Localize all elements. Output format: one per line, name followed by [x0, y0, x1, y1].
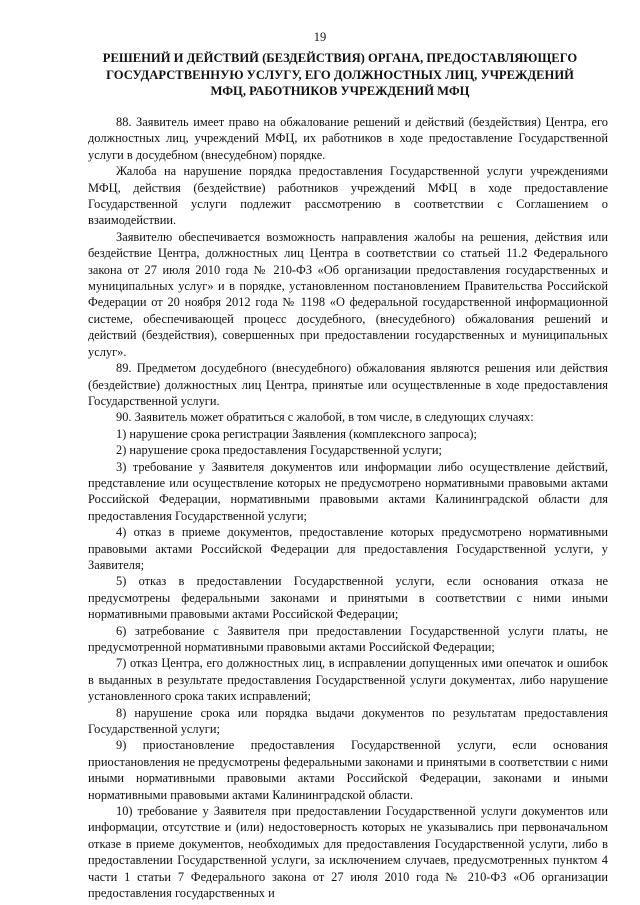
paragraph-89: 89. Предметом досудебного (внесудебного) обжалования являются решения или действия (бездействие) должностных лиц Центра, принятые или осуществленные в ходе предоставления Государственной услуги. [88, 361, 608, 408]
list-item-2: 2) нарушение срока предоставления Государственной услуги; [116, 443, 442, 458]
list-item-8: 8) нарушение срока или порядка выдачи документов по результатам предоставления Государственной услуги; [88, 705, 608, 737]
list-item-10: 10) требование у Заявителя при предоставлении Государственной услуги документов или информации, отсутствие и (или) недостоверность которых не указывались при первоначальном отказе в приеме документов, необходимых для предоставления Государственной услуги, либо в предоставлении Государственной услуги, за исключением случаев, предусмотренных пунктом 4 части 1 статьи 7 Федерального закона от 27 июля 2010 года № 210-ФЗ «Об организации предоставления государственных и [88, 804, 608, 901]
paragraph-88: 88. Заявитель имеет право на обжалование решений и действий (бездействия) Центра, его должностных лиц, учреждений МФЦ, их работников в ходе предоставление Государственной услуги в досудебном (внесудебном) порядке. [88, 115, 608, 162]
body-text [88, 114, 608, 902]
paragraph-complaint-mfc: Жалоба на нарушение порядка предоставления Государственной услуги учреждениями МФЦ, действия (бездействие) работников учреждений МФЦ в ходе предоставление Государственной услуги подлежит рассмотрению в соответствии с Соглашением о взаимодействии. [88, 164, 608, 228]
list-item-3: 3) требование у Заявителя документов или информации либо осуществление действий, представление или осуществление которых не предусмотрено нормативными правовыми актами Российской Федерации, нормативными правовыми актами Калининградской области для предоставления Государственной услуги; [88, 459, 608, 523]
title-line: ГОСУДАРСТВЕННУЮ УСЛУГУ, ЕГО ДОЛЖНОСТНЫХ ЛИЦ, УЧРЕЖДЕНИЙ [106, 67, 574, 82]
paragraph-90: 90. Заявитель может обратиться с жалобой, в том числе, в следующих случаях: [116, 410, 534, 425]
paragraph-complaint-center: Заявителю обеспечивается возможность направления жалобы на решения, действия или бездействие Центра, должностных лиц Центра в соответствии со статьей 11.2 Федерального закона от 27 июля 2010 года № 210-ФЗ «Об организации предоставления государственных и муниципальных услуг» и в порядке, установленном постановлением Правительства Российской Федерации от 20 ноября 2012 года № 1198 «О федеральной государственной информационной системе, обеспечивающей процесс досудебного, (внесудебного) обжалования решений и действий (бездействия), совершенных при предоставлении государственных и муниципальных услуг». [88, 229, 608, 359]
list-item-6: 6) затребование с Заявителя при предоставлении Государственной услуги платы, не предусмотренной нормативными правовыми актами Российской Федерации; [88, 623, 608, 654]
list-item-5: 5) отказ в предоставлении Государственной услуги, если основания отказа не предусмотрены федеральными законами и принятыми в соответствии с ними иными нормативными правовыми актами Российской Федерации; [88, 574, 608, 622]
section-title [80, 50, 600, 100]
list-item-1: 1) нарушение срока регистрации Заявления (комплексного запроса); [116, 426, 478, 441]
list-item-7: 7) отказ Центра, его должностных лиц, в исправлении допущенных ими опечаток и ошибок в выданных в результате предоставления Государственной услуги документах, либо нарушение установленного срока таких исправлений; [88, 656, 608, 704]
title-line: РЕШЕНИЙ И ДЕЙСТВИЙ (БЕЗДЕЙСТВИЯ) ОРГАНА, ПРЕДОСТАВЛЯЮЩЕГО [102, 51, 578, 65]
list-item-9: 9) приостановление предоставления Государственной услуги, если основания приостановления не предусмотрены федеральными законами и принятыми в соответствии с ними иными нормативными правовыми актами Российской Федерации, законами и иными нормативными правовыми актами Калининградской области. [88, 738, 608, 802]
list-item-4: 4) отказ в приеме документов, предоставление которых предусмотрено нормативными правовыми актами Российской Федерации для предоставления Государственной услуги, у Заявителя; [88, 525, 608, 572]
page-number: 19 [313, 30, 327, 44]
title-line: МФЦ, РАБОТНИКОВ УЧРЕЖДЕНИЙ МФЦ [210, 84, 470, 98]
